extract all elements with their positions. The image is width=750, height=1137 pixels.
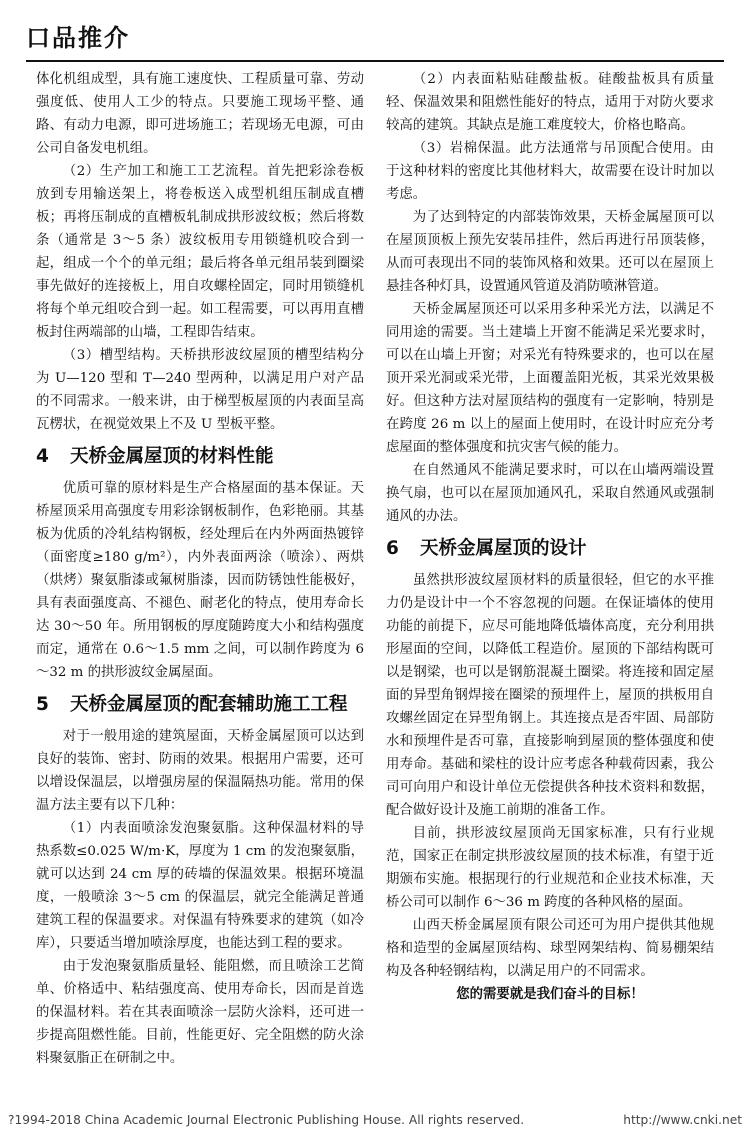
right-column — [386, 68, 714, 1006]
paragraph: 对于一般用途的建筑屋面，天桥金属屋顶可以达到良好的装饰、密封、防雨的效果。根据用户需要，还可以增设保温层，以增强房屋的保温隔热功能。常用的保温方法主要有以下几种： — [36, 729, 364, 813]
paragraph: 目前，拱形波纹屋顶尚无国家标准，只有行业规范，国家正在制定拱形波纹屋顶的技术标准，有望于近期颁布实施。根据现行的行业规范和企业技术标准，天桥公司可以制作 6～36 m 跨度的各种风格的屋面。 — [386, 826, 714, 910]
paragraph: （1）内表面喷涂发泡聚氨脂。这种保温材料的导热系数≤0.025 W/m·K，厚度为 1 cm 的发泡聚氨脂，就可以达到 24 cm 厚的砖墙的保温效果。根据环境温度，一般喷涂 3～5 cm 的保温层，就完全能满足普通建筑工程的保温要求。对保温有特殊要求的建筑（如冷库），只要适当增加喷涂厚度，也能达到工程的要求。 — [36, 821, 364, 951]
section-title: 天桥金属屋顶的材料性能 — [70, 446, 274, 467]
section-heading-4 — [36, 444, 364, 470]
section-title: 天桥金属屋顶的设计 — [420, 538, 587, 559]
paragraph: 山西天桥金属屋顶有限公司还可为用户提供其他规格和造型的金属屋顶结构、球型网架结构、简易棚架结构及各种轻钢结构，以满足用户的不同需求。 — [386, 918, 714, 979]
paragraph: （2）生产加工和施工工艺流程。首先把彩涂卷板放到专用输送架上，将卷板送入成型机组压制成直槽板；再将压制成的直槽板轧制成拱形波纹板；然后将数条（通常是 3～5 条）波纹板用专用锁缝机咬合到一起，组成一个个的单元组；最后将各单元组吊装到圈梁事先做好的连接板上，用自攻螺栓固定，同时用锁缝机将每个单元组咬合到一起。如工程需要，可以再用直槽板封住两端部的山墙，工程即告结束。 — [36, 164, 364, 340]
paragraph: 天桥金属屋顶还可以采用多种采光方法，以满足不同用途的需要。当土建墙上开窗不能满足采光要求时，可以在山墙上开窗；对采光有特殊要求的，也可以在屋顶开采光洞或采光带，上面覆盖阳光板，其采光效果极好。但这种方法对屋顶结构的强度有一定影响，特别是在跨度 26 m 以上的屋面上使用时，在设计时应充分考虑屋面的整体强度和抗灾害气候的能力。 — [386, 302, 714, 455]
copyright-notice: ?1994-2018 China Academic Journal Electronic Publishing House. All rights reserved. — [8, 1113, 525, 1127]
paragraph: 虽然拱形波纹屋顶材料的质量很轻，但它的水平推力仍是设计中一个不容忽视的问题。在保证墙体的使用功能的前提下，应尽可能地降低墙体高度，充分利用拱形屋面的空间，以降低工程造价。屋顶的下部结构既可以是钢梁，也可以是钢筋混凝土圈梁。将连接和固定屋面的异型角钢焊接在圈梁的预埋件上，屋顶的拱板用自攻螺丝固定在异型角钢上。其连接点是否牢固、局部防水和预埋件是否可靠，直接影响到屋顶的整体强度和使用寿命。基础和梁柱的设计应考虑各种载荷因素，我公司可向用户和设计单位无偿提供各种技术资料和数据，配合做好设计及施工前期的准备工作。 — [386, 573, 714, 818]
footer-link[interactable]: http://www.cnki.net — [623, 1113, 742, 1127]
paragraph: （3）槽型结构。天桥拱形波纹屋顶的槽型结构分为 U—120 型和 T—240 型两种，以满足用户对产品的不同需求。一般来讲，由于梯型板屋顶的内表面呈高瓦楞状，在视觉效果上不及 U 型板平整。 — [36, 348, 364, 432]
paragraph: 为了达到特定的内部装饰效果，天桥金属屋顶可以在屋顶顶板上预先安装吊挂件，然后再进行吊顶装修，从而可表现出不同的装饰风格和效果。还可以在屋顶上悬挂各种灯具，设置通风管道及消防喷淋管道。 — [386, 210, 714, 294]
paragraph: 由于发泡聚氨脂质量轻、能阻燃，而且喷涂工艺简单、价格适中、粘结强度高、使用寿命长，因而是首选的保温材料。若在其表面喷涂一层防火涂料，还可进一步提高阻燃性能。目前，性能更好、完全阻燃的防火涂料聚氨脂正在研制之中。 — [36, 959, 364, 1066]
paragraph: （3）岩棉保温。此方法通常与吊顶配合使用。由于这种材料的密度比其他材料大，故需要在设计时加以考虑。 — [386, 141, 714, 202]
section-heading-5 — [36, 692, 364, 718]
section-title: 天桥金属屋顶的配套辅助施工工程 — [70, 694, 348, 715]
page-footer — [8, 1113, 742, 1127]
section-number: 6 — [386, 538, 399, 559]
slogan: 您的需要就是我们奋斗的目标！ — [456, 986, 644, 1002]
paragraph: 体化机组成型，具有施工速度快、工程质量可靠、劳动强度低、使用人工少的特点。只要施工现场平整、通路、有动力电源，即可进场施工；若现场无电源，可由公司自备发电机组。 — [36, 72, 364, 156]
paragraph: （2）内表面粘贴硅酸盐板。硅酸盐板具有质量轻、保温效果和阻燃性能好的特点，适用于对防火要求较高的建筑。其缺点是施工难度较大，价格也略高。 — [386, 72, 714, 133]
section-header: 口品推介 — [26, 24, 130, 52]
left-column — [36, 68, 364, 1070]
paragraph: 优质可靠的原材料是生产合格屋面的基本保证。天桥屋顶采用高强度专用彩涂钢板制作，色彩艳丽。其基板为优质的冷轧结构钢板，经处理后在内外两面热镀锌（面密度≥180 g/m²），内外表面两涂（喷涂）、两烘（烘烤）聚氨脂漆或氟树脂漆，因而防锈蚀性能极好，具有表面强度高、不褪色、耐老化的特点，使用寿命长达 30～50 年。所用钢板的厚度随跨度大小和结构强度而定，通常在 0.6～1.5 mm 之间，可以制作跨度为 6～32 m 的拱形波纹金属屋面。 — [36, 481, 364, 680]
section-number: 4 — [36, 446, 49, 467]
paragraph: 在自然通风不能满足要求时，可以在山墙两端设置换气扇，也可以在屋顶加通风孔，采取自然通风或强制通风的办法。 — [386, 463, 714, 524]
section-heading-6 — [386, 536, 714, 562]
section-number: 5 — [36, 694, 49, 715]
header-rule — [26, 60, 724, 62]
